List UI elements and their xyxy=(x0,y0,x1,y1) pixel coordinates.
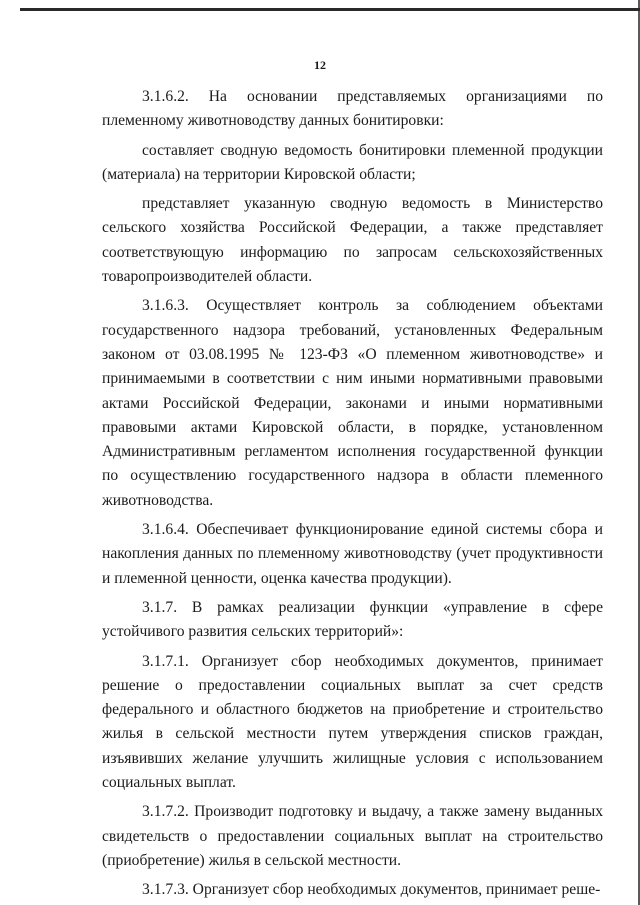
paragraph-3-1-6-2: 3.1.6.2. На основании представляемых организациями по племенному животноводству данных бонитировки: xyxy=(102,88,603,130)
paragraph-3-1-7-1: 3.1.7.1. Организует сбор необходимых документов, принимает решение о предоставлении социальных выплат за счет средств федерального и областного бюджетов на приобретение и строительство жилья в сельской местности путем утверждения списков граждан, изъявивших желание улучшить жилищные условия с использованием социальных выплат. xyxy=(102,652,603,792)
paragraph-3-1-6-4: 3.1.6.4. Обеспечивает функционирование единой системы сбора и накопления данных по племенному животноводству (учет продуктивности и племенной ценности, оценка качества продукции). xyxy=(102,521,603,587)
paragraph-submit-statement: представляет указанную сводную ведомость в Министерство сельского хозяйства Российской Федерации, а также представляет соответствующую информацию по запросам сельскохозяйственных товаропроизводителей области. xyxy=(102,195,603,286)
paragraph-3-1-6-3: 3.1.6.3. Осуществляет контроль за соблюдением объектами государственного надзора требований, установленных Федеральным законом от 03.08.1995 № 123-ФЗ «О племенном животноводстве» и принимаемыми в соответствии с ним иными нормативными правовыми актами Российской Федерации, законами и иными нормативными правовыми актами Кировской области, в порядке, установленном Административным регламентом исполнения государственной функции по осуществлению государственного надзора в области племенного животноводства. xyxy=(102,297,603,509)
paragraph-3-1-7-2: 3.1.7.2. Производит подготовку и выдачу, а также замену выданных свидетельств о предоставлении социальных выплат на строительство (приобретение) жилья в сельской местности. xyxy=(102,803,603,869)
top-rule xyxy=(20,8,640,11)
paragraph-3-1-7: 3.1.7. В рамках реализации функции «управление в сфере устойчивого развития сельских территорий»: xyxy=(102,598,603,641)
document-body xyxy=(102,85,603,903)
page-number: 12 xyxy=(314,58,326,72)
paragraph-3-1-7-3: 3.1.7.3. Организует сбор необходимых документов, принимает реше- xyxy=(142,881,601,899)
paragraph-compile-statement: составляет сводную ведомость бонитировки племенной продукции (материала) на территории Кировской области; xyxy=(102,141,603,183)
